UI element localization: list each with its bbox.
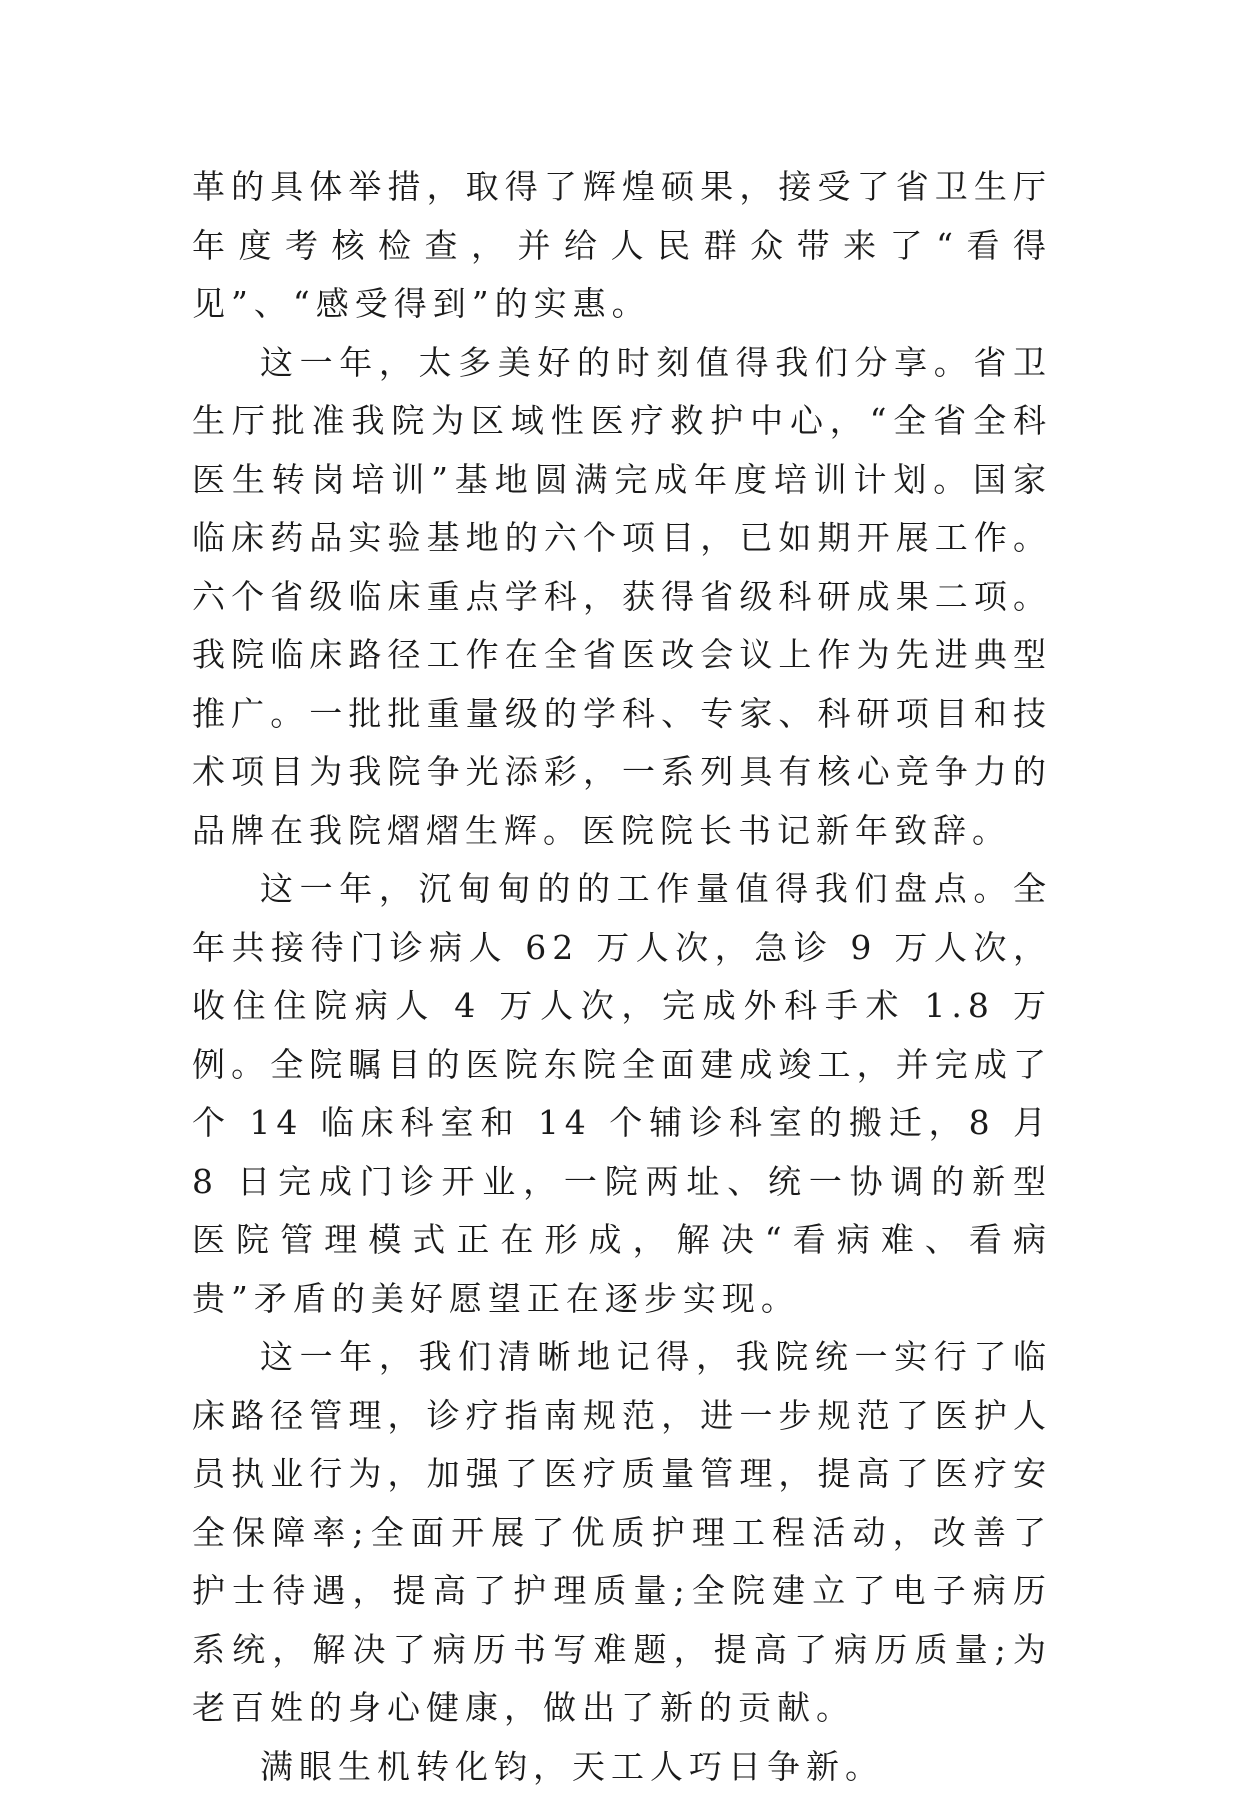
paragraph-1: 革的具体举措，取得了辉煌硕果，接受了省卫生厅年度考核检查，并给人民群众带来了“看得见”、“感受得到”的实惠。: [192, 158, 1052, 334]
paragraph-3: 这一年，沉甸甸的的工作量值得我们盘点。全年共接待门诊病人 62 万人次，急诊 9 万人次，收住住院病人 4 万人次，完成外科手术 1.8 万例。全院瞩目的医院东院全面建成竣工，并完成了个 14 临床科室和 14 个辅诊科室的搬迁，8 月 8 日完成门诊开业，一院两址、统一协调的新型医院管理模式正在形成，解决“看病难、看病贵”矛盾的美好愿望正在逐步实现。: [192, 860, 1052, 1328]
paragraph-4: 这一年，我们清晰地记得，我院统一实行了临床路径管理，诊疗指南规范，进一步规范了医护人员执业行为，加强了医疗质量管理，提高了医疗安全保障率;全面开展了优质护理工程活动，改善了护士待遇，提高了护理质量;全院建立了电子病历系统，解决了病历书写难题，提高了病历质量;为老百姓的身心健康，做出了新的贡献。: [192, 1328, 1052, 1738]
paragraph-2: 这一年，太多美好的时刻值得我们分享。省卫生厅批准我院为区域性医疗救护中心，“全省全科医生转岗培训”基地圆满完成年度培训计划。国家临床药品实验基地的六个项目，已如期开展工作。六个省级临床重点学科，获得省级科研成果二项。我院临床路径工作在全省医改会议上作为先进典型推广。一批批重量级的学科、专家、科研项目和技术项目为我院争光添彩，一系列具有核心竞争力的品牌在我院熠熠生辉。医院院长书记新年致辞。: [192, 334, 1052, 861]
paragraph-5: 满眼生机转化钧，天工人巧日争新。: [192, 1738, 1052, 1796]
document-body: [192, 158, 1052, 1796]
